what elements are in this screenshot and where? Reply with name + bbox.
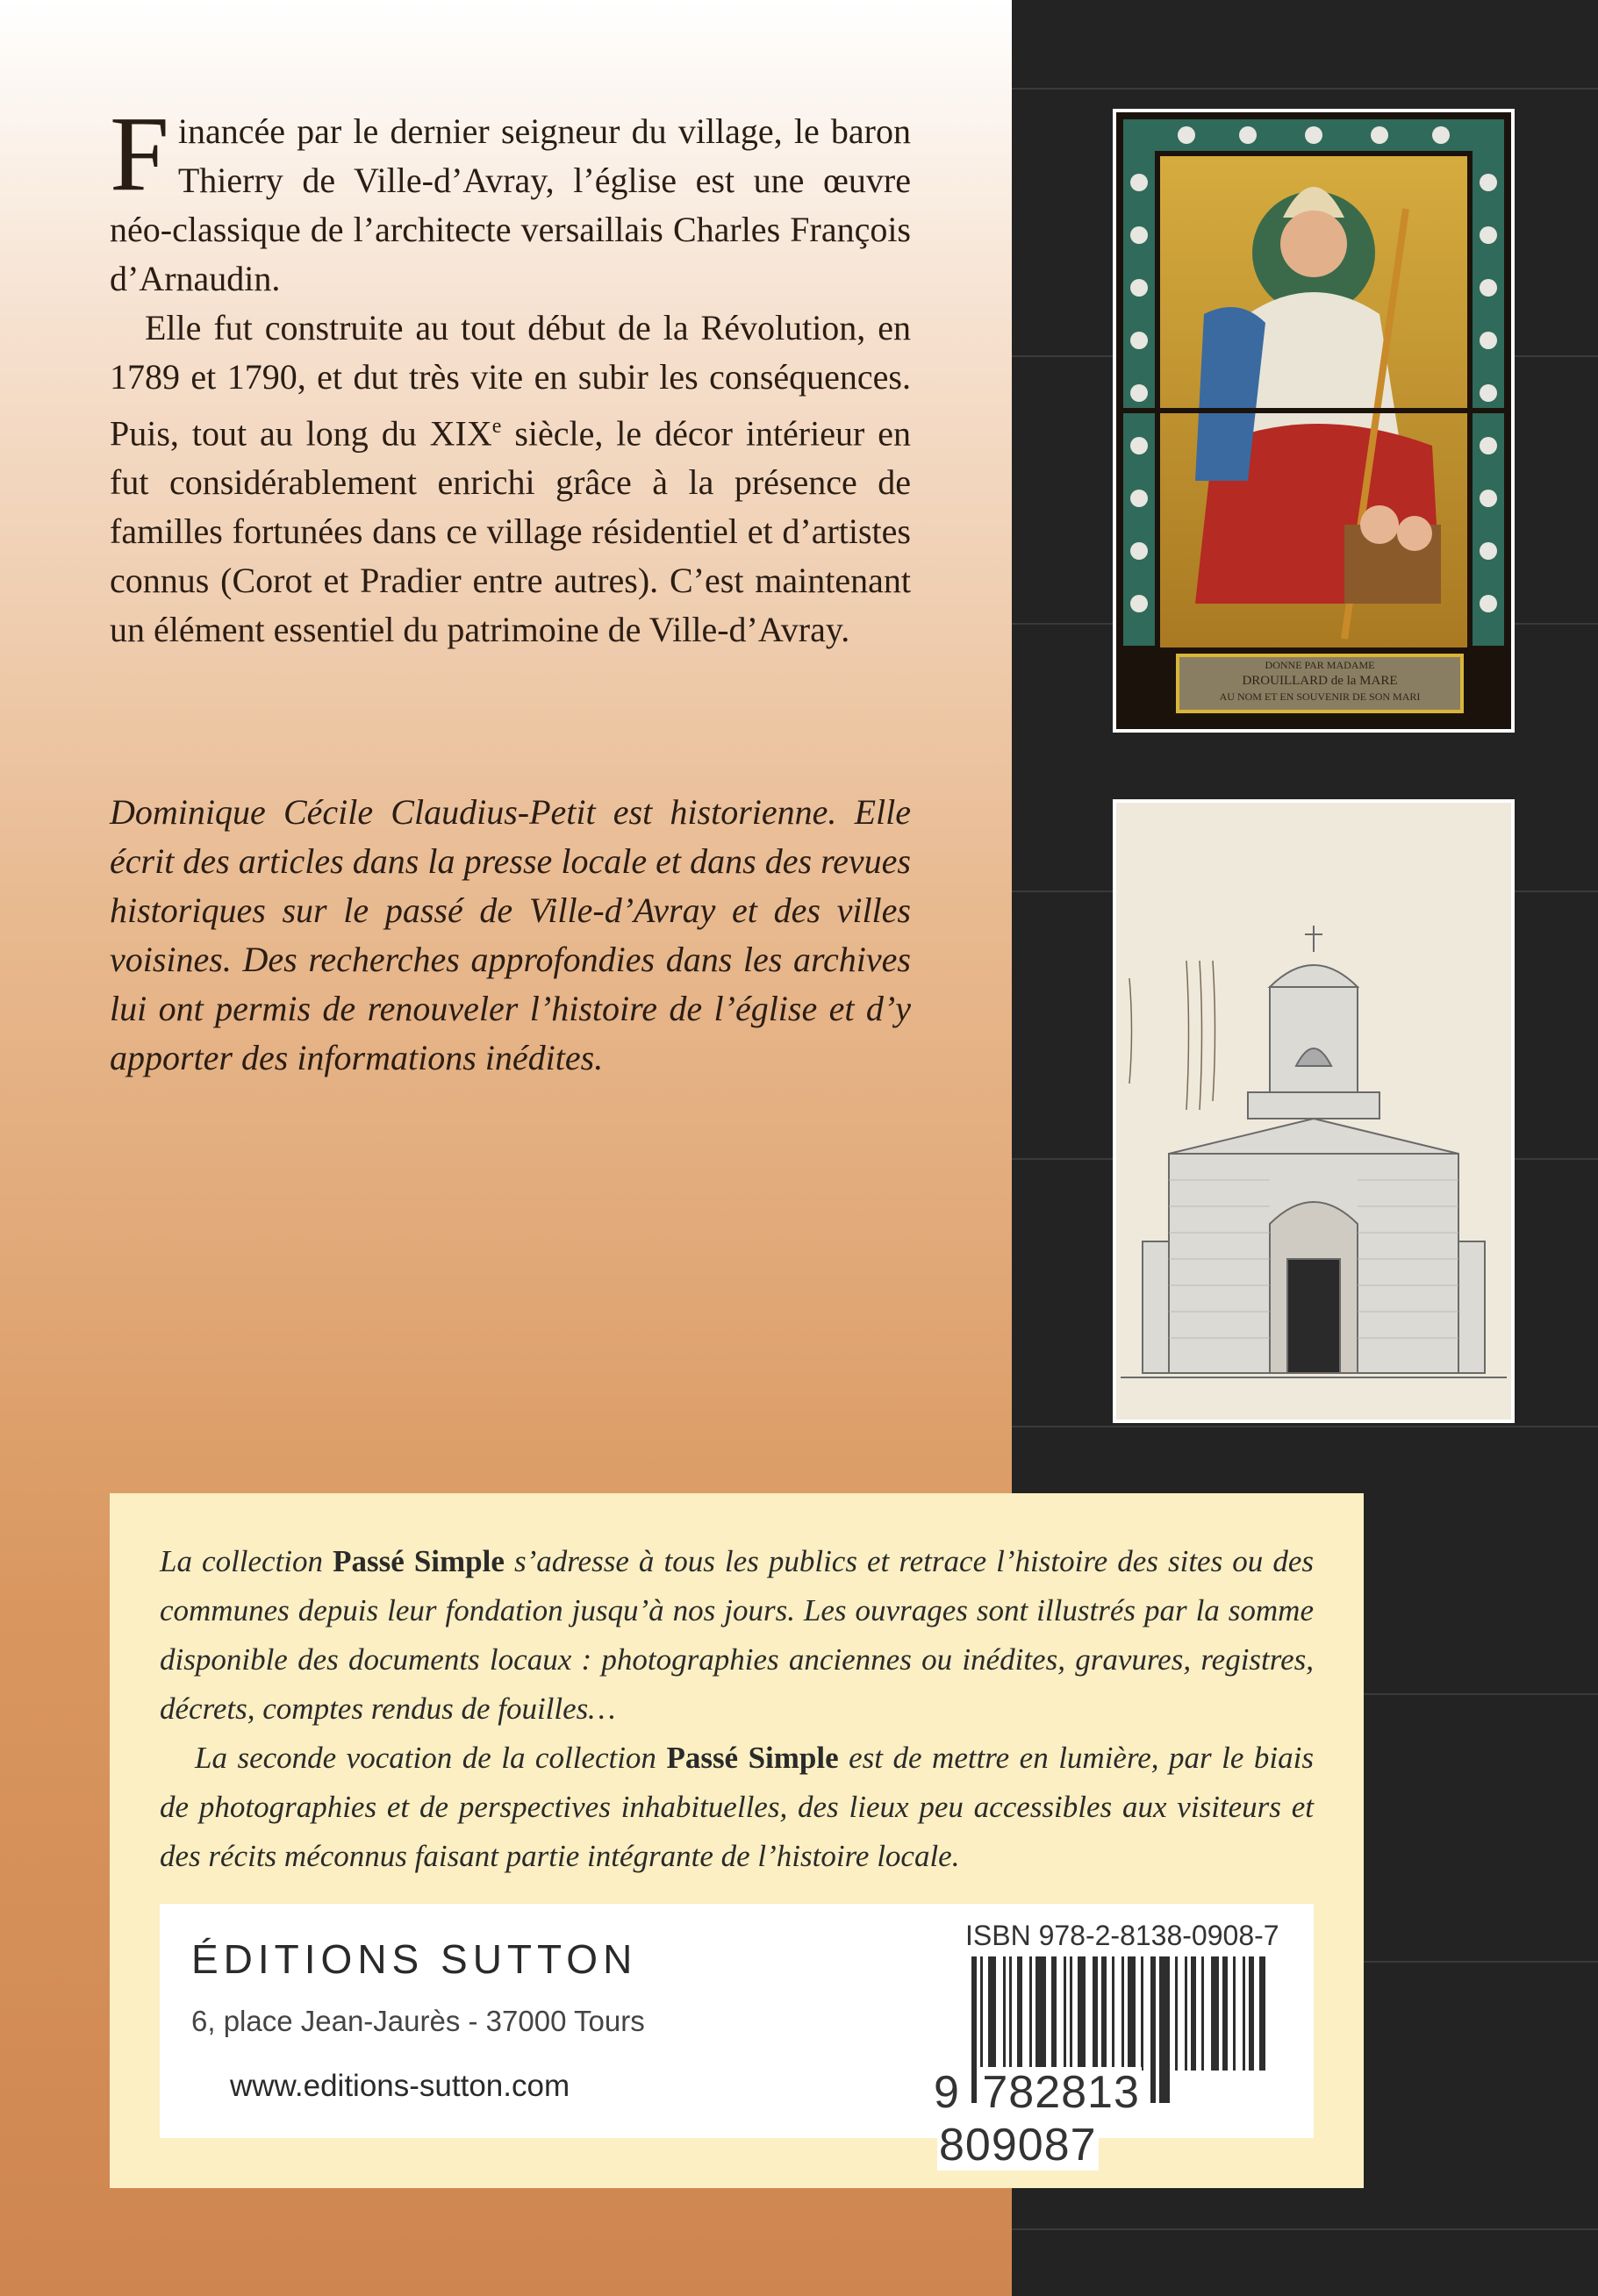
church-elevation-drawing [1113,799,1515,1423]
barcode-bar [1211,1956,1219,2071]
barcode-bar [1035,1956,1046,2071]
barcode-bar [1249,1956,1254,2071]
barcode-digits [932,2066,1314,2171]
barcode-bar [1029,1956,1032,2071]
glass-inscription [1176,654,1464,713]
barcode-bar [1017,1956,1022,2071]
collection-box [110,1493,1364,2188]
text: est de mettre en lumière, par le biais de photographies et de perspectives inhabituelles, des lieux peu accessibles aux visiteurs et des récits méconnus faisant partie intégrante de l’histoire locale. [160,1741,1314,1873]
barcode-bar [1128,1956,1136,2071]
barcode-bar [1191,1956,1196,2071]
text: s’adresse à tous les publics et retrace l’histoire des sites ou des communes depuis leur fondation jusqu’à nos jours. Les ouvrages sont illustrés par la somme disponible des documents locaux : photographies anciennes ou inédites, gravures, registres, décrets, comptes rendus de fouilles… [160,1544,1314,1726]
superscript: e [491,415,502,438]
barcode-bar [1003,1956,1006,2071]
barcode-bar [1078,1956,1086,2071]
inscription-line: AU NOM ET EN SOUVENIR DE SON MARI [1219,690,1421,703]
inscription-line: DROUILLARD de la MARE [1242,674,1398,688]
barcode-bar [1009,1956,1012,2071]
collection-name: Passé Simple [333,1544,505,1578]
barcode-bar [988,1956,996,2071]
barcode-group-1: 782813 [982,2067,1140,2118]
barcode-bar [1112,1956,1114,2071]
publisher-address: 6, place Jean-Jaurès - 37000 Tours [191,2005,645,2037]
barcode-bar [1233,1956,1236,2071]
p2-part-b: siècle, le décor intérieur en fut considérablement enrichi grâce à la présence de familles fortunées dans ce village résidentiel et d’artistes connus (Corot et Pradier entre autres). C’est maintenant un élément essentiel du patrimoine de Ville-d’Avray. [110,413,911,650]
barcode-bar [1064,1956,1066,2071]
barcode-bar [1101,1956,1107,2071]
inscription-line: DONNE PAR MADAME [1265,659,1375,671]
barcode-bar [1070,1956,1072,2071]
publisher-website[interactable]: www.editions-sutton.com [230,2069,570,2103]
drop-cap: F [110,95,169,213]
author-bio: Dominique Cécile Claudius-Petit est historienne. Elle écrit des articles dans la presse locale et dans des revues historiques sur le passé de Ville-d’Avray et des villes voisines. Des recherches approfondies dans les archives lui ont permis de renouveler l’histoire de l’église et d’y apporter des informations inédites. [110,792,911,1077]
church-facade-illustration [1116,803,1511,1420]
publisher-name: ÉDITIONS SUTTON [191,1936,638,1982]
p2-part-a: Elle fut construite au tout début de la Révolution, en 1789 et 1790, et dut très vite en subir les conséquences. Puis, tout au long du XIX [110,308,911,454]
barcode-bar [1243,1956,1245,2071]
stained-glass-image [1113,109,1515,733]
text: La seconde vocation de la collection [195,1741,667,1775]
isbn-label: ISBN 978-2-8138-0908-7 [965,1920,1279,1951]
text: La collection [160,1544,333,1578]
collection-description [160,1537,1314,1881]
barcode-group-2: 809087 [939,2120,1097,2171]
barcode-first-digit: 9 [934,2067,960,2118]
barcode-bar [1185,1956,1187,2071]
intro-text [110,95,911,654]
barcode-bar [1222,1956,1228,2071]
collection-name: Passé Simple [666,1741,839,1775]
barcode-bar [1201,1956,1204,2071]
intro-paragraph-1: inancée par le dernier seigneur du village, le baron Thierry de Ville-d’Avray, l’église est une œuvre néo-classique de l’architecte versaillais Charles François d’Arnaudin. [110,111,911,298]
stained-glass-illustration [1116,112,1511,729]
publisher-box [160,1904,1314,2171]
intro-paragraph-2 [110,304,911,654]
barcode-bar [1141,1956,1143,2071]
barcode-bar [1121,1956,1124,2071]
barcode-bar [1259,1956,1265,2071]
barcode-bar [1093,1956,1098,2071]
barcode-bar [1051,1956,1057,2071]
barcode-bar [1175,1956,1178,2071]
